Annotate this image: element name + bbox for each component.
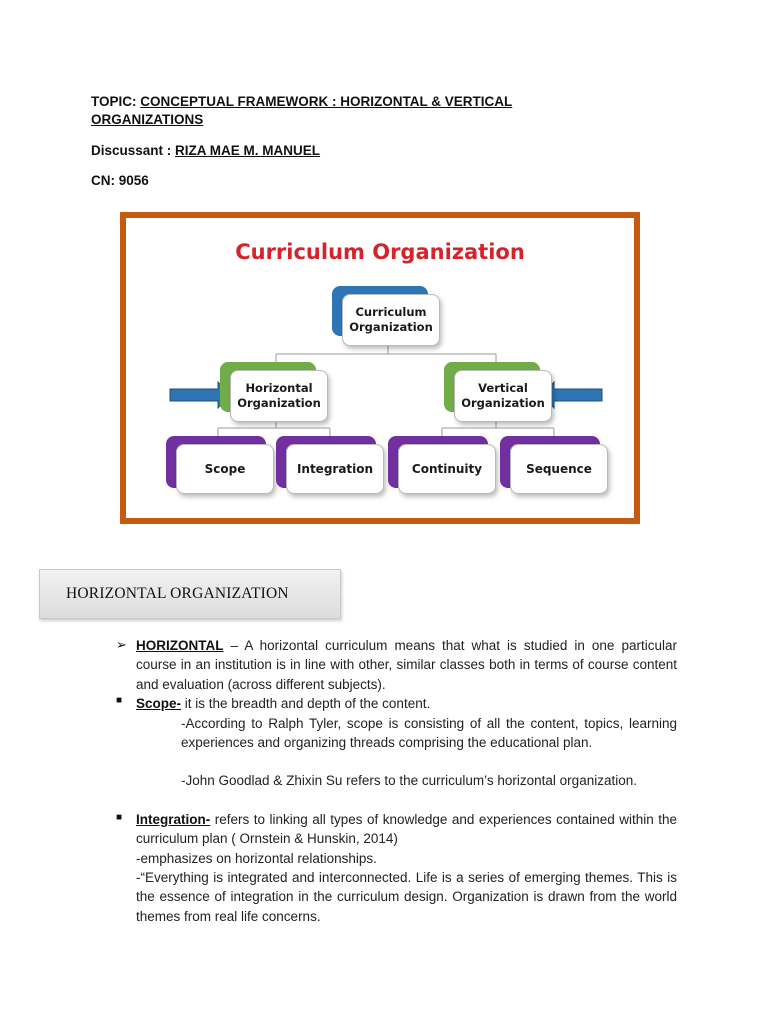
- scope-goodlad-note: -John Goodlad & Zhixin Su refers to the curriculum’s horizontal organization.: [181, 773, 637, 788]
- integration-box: Integration: [286, 444, 384, 494]
- arrow-bullet-icon: ➢: [116, 637, 127, 652]
- scope-term: Scope-: [136, 696, 182, 711]
- horizontal-definition: – A horizontal curriculum means that what is studied in one particular course in an institution is in line with other, similar classes both in terms of course content and evaluation (across different subjects).: [136, 638, 677, 692]
- topic-line: [91, 93, 611, 129]
- scope-tyler-note: -According to Ralph Tyler, scope is consisting of all the content, topics, learning experiences and organizing threads comprising the educational plan.: [181, 716, 677, 751]
- discussant-label: Discussant :: [91, 143, 172, 158]
- integration-term: Integration-: [136, 812, 211, 827]
- discussant-line: [91, 142, 320, 160]
- discussant-name: RIZA MAE M. MANUEL: [175, 143, 321, 158]
- section-heading: HORIZONTAL ORGANIZATION: [39, 569, 341, 619]
- square-bullet-icon: ■: [116, 812, 123, 823]
- topic-value: CONCEPTUAL FRAMEWORK : HORIZONTAL & VERTICAL ORGANIZATIONS: [91, 94, 513, 127]
- topic-label: TOPIC:: [91, 94, 137, 109]
- horizontal-organization-box: Horizontal Organization: [230, 370, 328, 422]
- integration-note-1: -emphasizes on horizontal relationships.: [136, 851, 377, 866]
- square-bullet-icon: ■: [116, 695, 123, 706]
- horizontal-paragraph: [136, 636, 677, 694]
- root-box: Curriculum Organization: [342, 294, 440, 346]
- scope-definition: it is the breadth and depth of the content.: [184, 696, 431, 711]
- scope-paragraph: [136, 694, 677, 713]
- integration-paragraph: [136, 810, 677, 849]
- scope-box: Scope: [176, 444, 274, 494]
- diagram-title: Curriculum Organization: [235, 240, 525, 264]
- integration-definition: refers to linking all types of knowledge and experiences contained within the curriculum plan ( Ornstein & Hunskin, 2014): [136, 812, 677, 847]
- curriculum-organization-diagram: [120, 212, 640, 524]
- continuity-box: Continuity: [398, 444, 496, 494]
- cn-line: CN: 9056: [91, 173, 149, 188]
- vertical-organization-box: Vertical Organization: [454, 370, 552, 422]
- sequence-box: Sequence: [510, 444, 608, 494]
- horizontal-term: HORIZONTAL: [136, 638, 224, 653]
- integration-note-2: -“Everything is integrated and interconnected. Life is a series of emerging themes. This is the essence of integration in the curriculum design. Organization is drawn from the world themes from real life concerns.: [136, 870, 677, 924]
